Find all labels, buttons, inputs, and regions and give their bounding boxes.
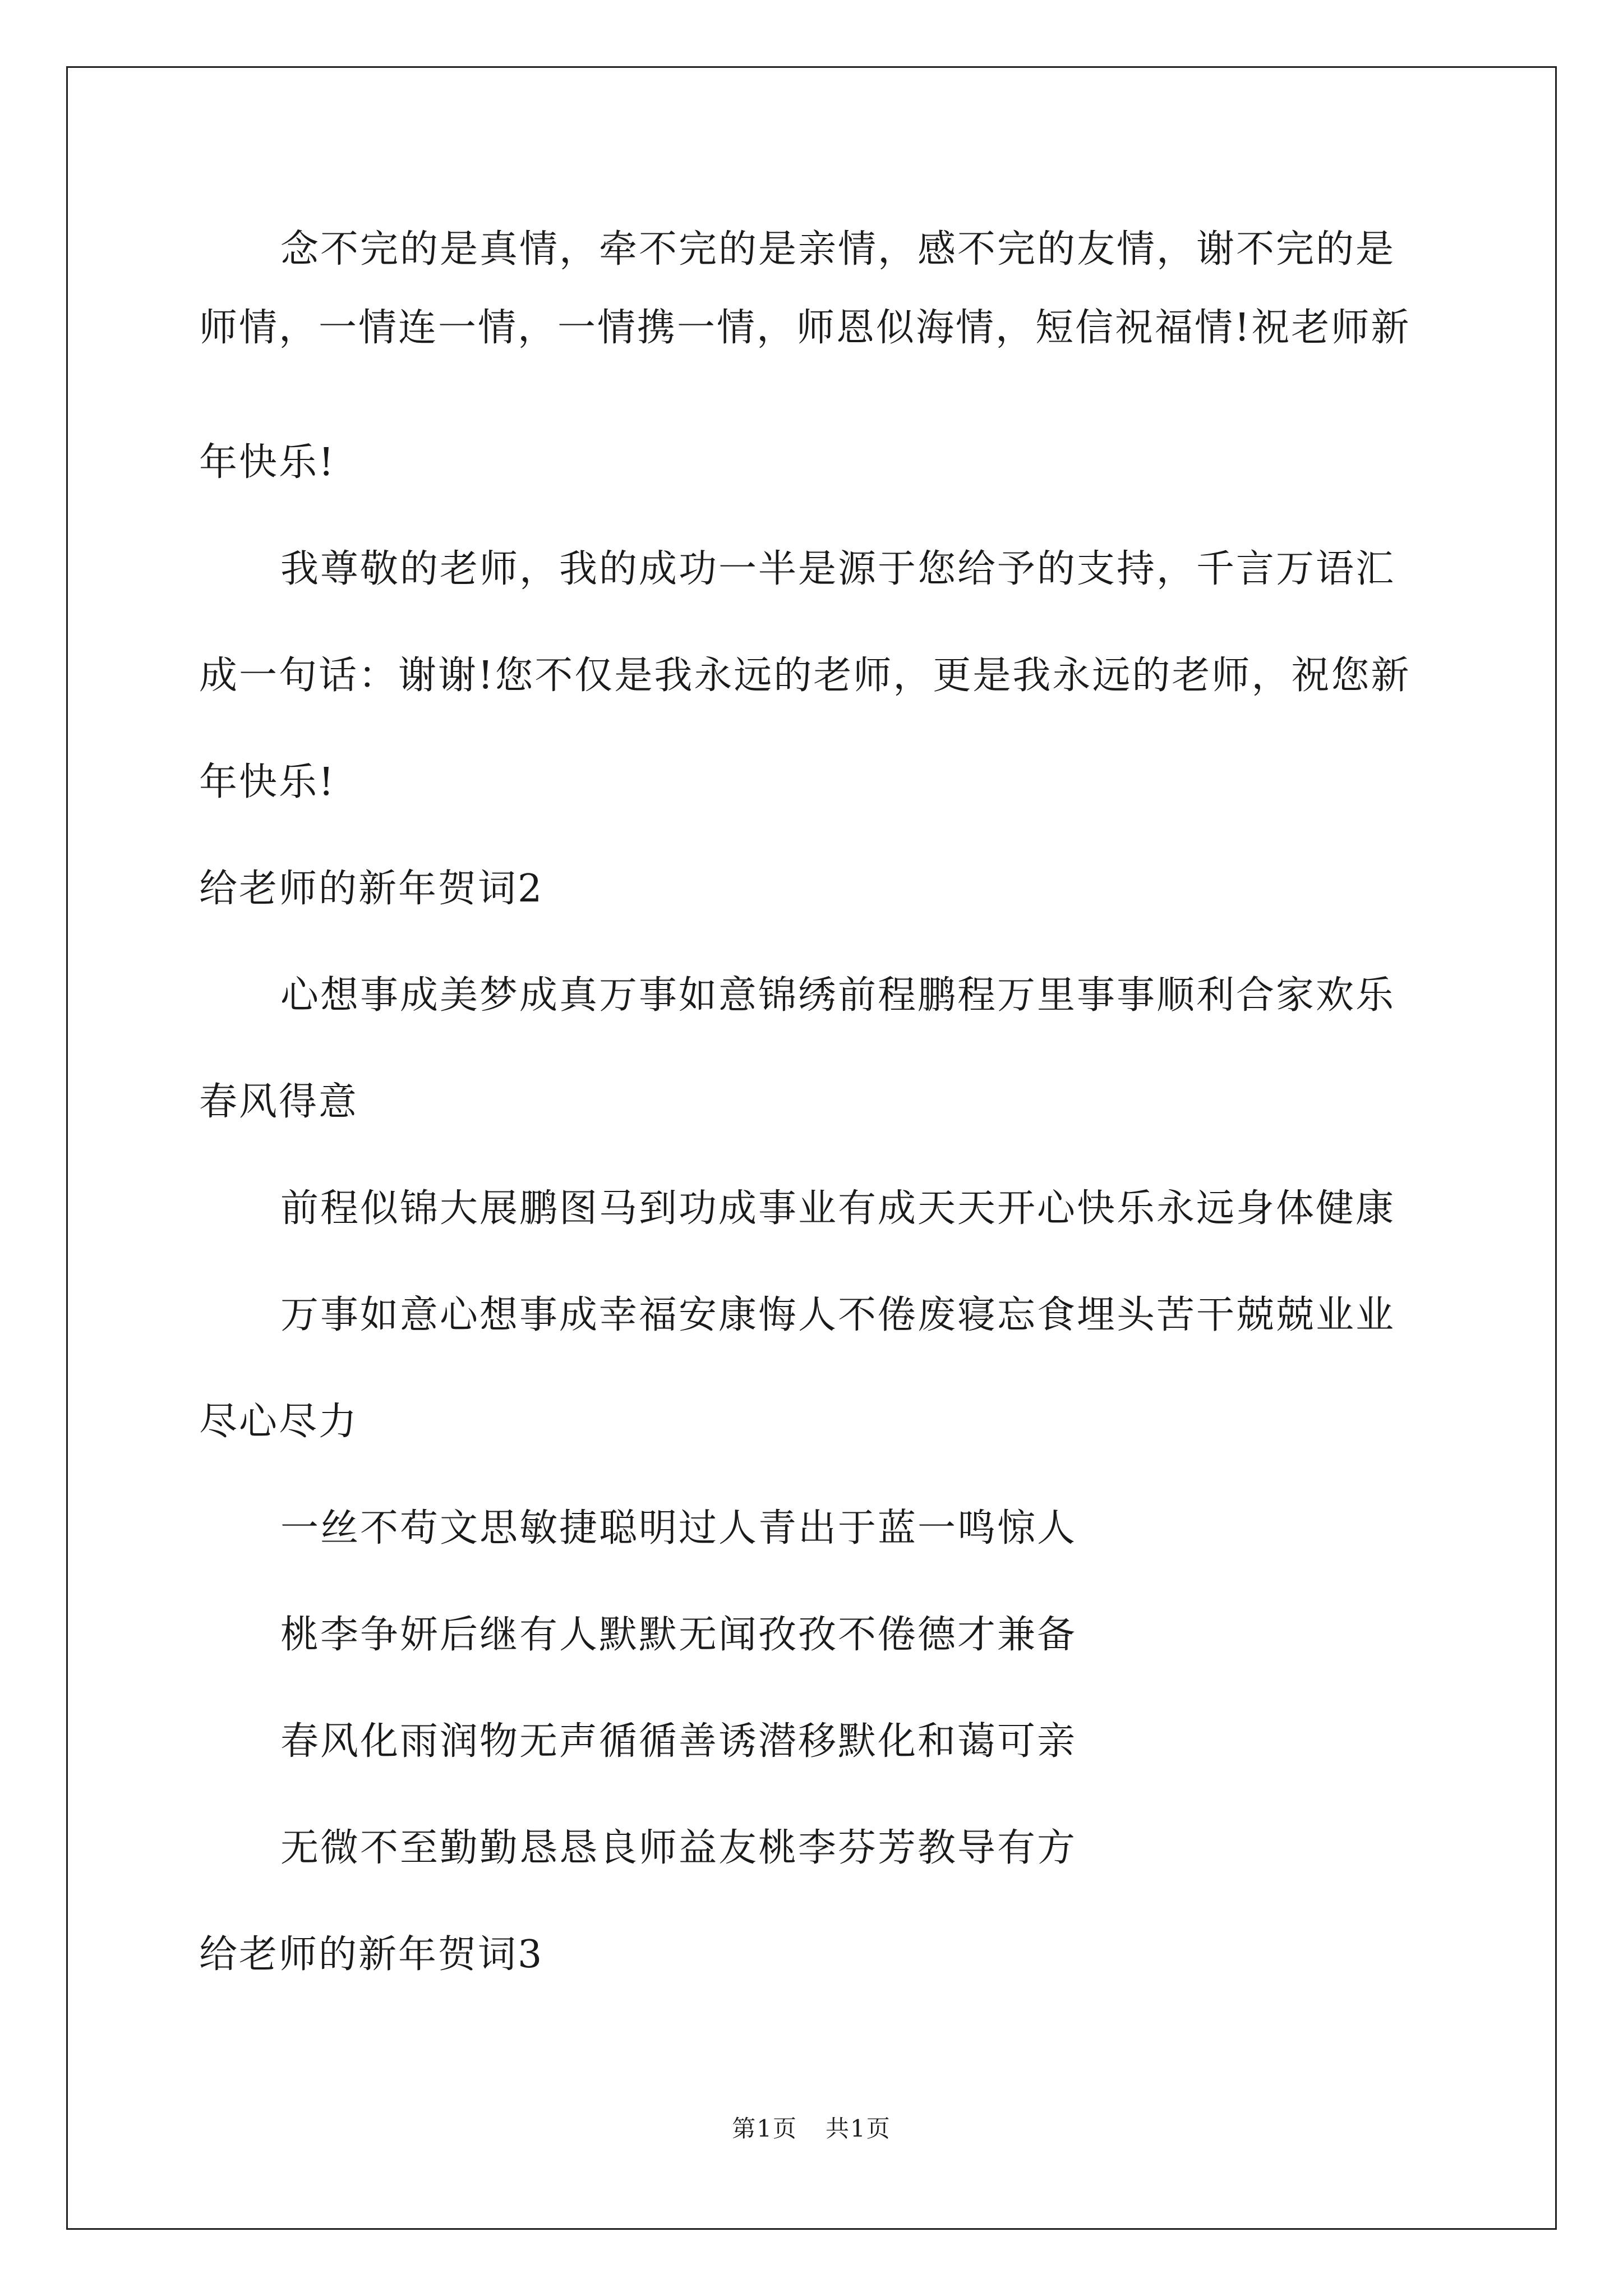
paragraph-1-line-2: 师情，一情连一情，一情携一情，师恩似海情，短信祝福情!祝老师新: [199, 306, 1411, 350]
blessing-line-5: 桃李争妍后继有人默默无闻孜孜不倦德才兼备: [280, 1613, 1077, 1657]
paragraph-2-line-3: 年快乐!: [199, 760, 336, 804]
blessing-line-1: 心想事成美梦成真万事如意锦绣前程鹏程万里事事顺利合家欢乐: [280, 973, 1396, 1018]
page-border: [66, 66, 1557, 2230]
paragraph-1-line-3: 年快乐!: [199, 440, 336, 485]
blessing-line-2: 前程似锦大展鹏图马到功成事业有成天天开心快乐永远身体健康: [280, 1186, 1396, 1231]
section-heading-2: 给老师的新年贺词2: [199, 867, 544, 911]
blessing-line-6: 春风化雨润物无声循循善诱潜移默化和蔼可亲: [280, 1719, 1077, 1764]
paragraph-2-line-1: 我尊敬的老师，我的成功一半是源于您给予的支持，千言万语汇: [280, 547, 1396, 591]
page-number: 第1页: [732, 2115, 797, 2142]
blessing-line-3-cont: 尽心尽力: [199, 1400, 359, 1444]
blessing-line-3: 万事如意心想事成幸福安康悔人不倦废寝忘食埋头苦干兢兢业业: [280, 1293, 1396, 1337]
blessing-line-1-cont: 春风得意: [199, 1080, 359, 1124]
page-total: 共1页: [826, 2115, 891, 2142]
paragraph-2-line-2: 成一句话：谢谢!您不仅是我永远的老师，更是我永远的老师，祝您新: [199, 654, 1411, 698]
blessing-line-4: 一丝不苟文思敏捷聪明过人青出于蓝一鸣惊人: [280, 1506, 1077, 1550]
blessing-line-7: 无微不至勤勤恳恳良师益友桃李芬芳教导有方: [280, 1826, 1077, 1870]
paragraph-1-line-1: 念不完的是真情，牵不完的是亲情，感不完的友情，谢不完的是: [280, 227, 1396, 272]
page-footer: [0, 2115, 1623, 2143]
section-heading-3: 给老师的新年贺词3: [199, 1932, 544, 1977]
